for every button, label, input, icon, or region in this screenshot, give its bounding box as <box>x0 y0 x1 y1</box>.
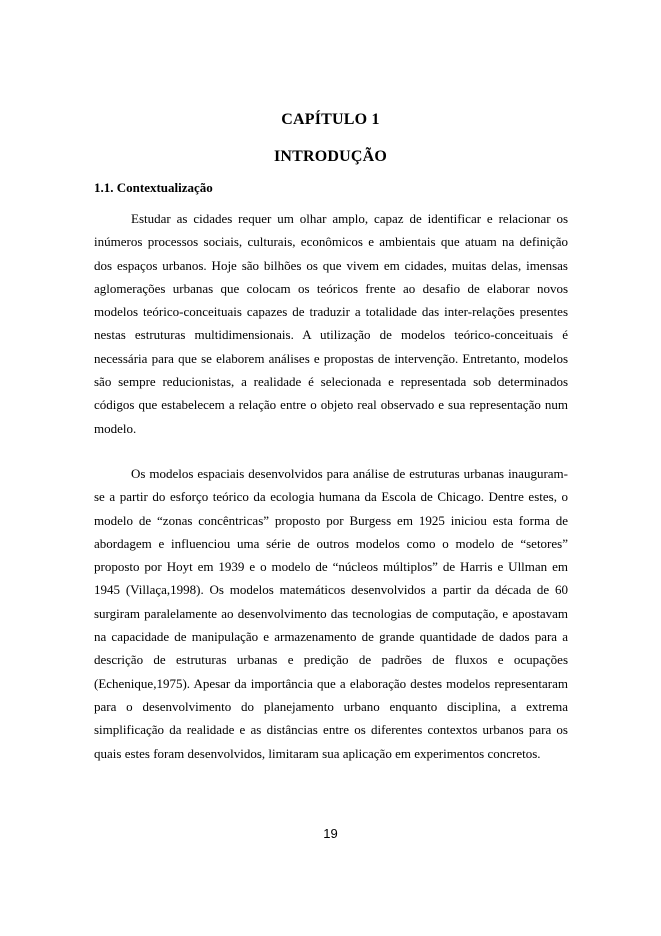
page-number: 19 <box>323 826 338 841</box>
paragraph-2: Os modelos espaciais desenvolvidos para análise de estruturas urbanas inauguram-se a partir do esforço teórico da ecologia humana da Escola de Chicago. Dentre estes, o modelo de “zonas concêntricas” proposto por Burgess em 1925 iniciou esta forma de abordagem e influenciou uma série de outros modelos como o modelo de “setores” proposto por Hoyt em 1939 e o modelo de “núcleos múltiplos” de Harris e Ullman em 1945 (Villaça,1998). Os modelos matemáticos desenvolvidos a partir da década de 60 surgiram paralelamente ao desenvolvimento das tecnologias de computação, e apostavam na capacidade de manipulação e armazenamento de grande quantidade de dados para a descrição de estruturas urbanas e predição de padrões de fluxos e ocupações (Echenique,1975). Apesar da importância que a elaboração destes modelos representaram para o desenvolvimento do planejamento urbano enquanto disciplina, a extrema simplificação da realidade e as distâncias entre os diferentes contextos urbanos para os quais estes foram desenvolvidos, limitaram sua aplicação em experimentos concretos. <box>94 466 568 761</box>
paragraph-1: Estudar as cidades requer um olhar amplo, capaz de identificar e relacionar os inúmeros processos sociais, culturais, econômicos e ambientais que atuam na definição dos espaços urbanos. Hoje são bilhões os que vivem em cidades, muitas delas, imensas aglomerações urbanas que colocam os teóricos frente ao desafio de elaborar novos modelos teórico-conceituais capazes de traduzir a totalidade das inter-relações presentes nestas estruturas multidimensionais. A utilização de modelos teórico-conceituais é necessária para que se elaborem análises e propostas de intervenção. Entretanto, modelos são sempre reducionistas, a realidade é selecionada e representada sob determinados códigos que estabelecem a relação entre o objeto real observado e sua representação num modelo. <box>94 211 568 436</box>
chapter-label: CAPÍTULO 1 <box>281 111 380 128</box>
section-heading: 1.1. Contextualização <box>94 180 213 195</box>
chapter-title: INTRODUÇÃO <box>273 148 388 165</box>
